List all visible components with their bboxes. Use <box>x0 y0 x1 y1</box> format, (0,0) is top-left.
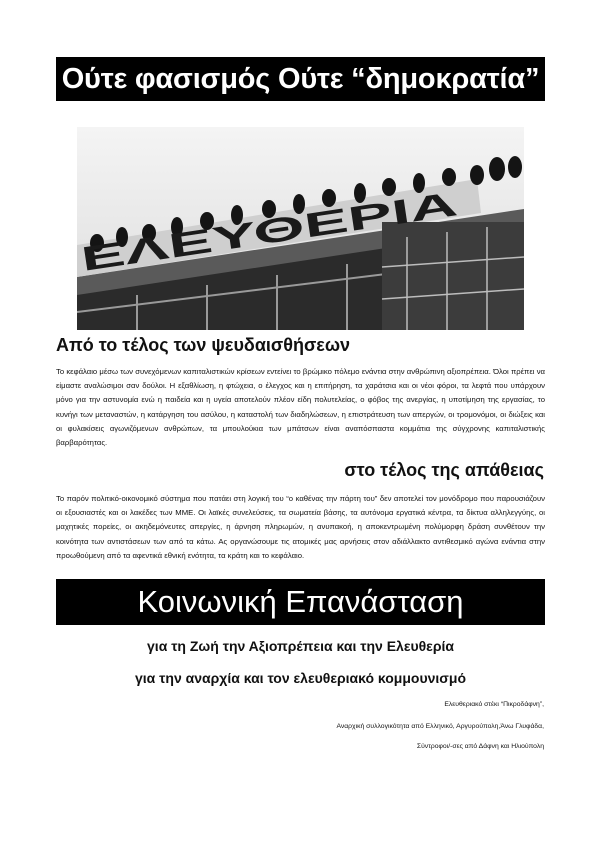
section1-heading: Από το τέλος των ψευδαισθήσεων <box>56 335 351 355</box>
revolution-title: Κοινωνική Επανάσταση <box>137 584 464 619</box>
main-title: Ούτε φασισμός Ούτε “δημοκρατία” <box>61 62 540 95</box>
signature-line: Αναρχική συλλογικότητα από Ελληνικό, Αργυρούπολη,Άνω Γλυφάδα, <box>336 723 544 730</box>
protest-photo <box>77 127 524 330</box>
signature-line: Σύντροφοι/-σες από Δάφνη και Ηλιούπολη <box>416 743 544 750</box>
slogan-line: για τη Ζωή την Αξιοπρέπεια και την Ελευθερία <box>147 638 454 654</box>
section2-heading: στο τέλος της απάθειας <box>344 460 544 480</box>
slogan-line: για την αναρχία και τον ελευθεριακό κομμουνισμό <box>134 670 467 686</box>
signature-line: Ελευθεριακό στέκι “Πικροδάφνη”, <box>444 701 544 708</box>
main-title-banner <box>56 57 545 101</box>
revolution-banner <box>56 579 545 625</box>
photo-banner-text: ΕΛΕΥΘΕΡΙΑ <box>78 212 278 279</box>
section1-paragraph: Το κεφάλαιο μέσω των συνεχόμενων καπιταλιστικών κρίσεων εντείνει το βρώμικο πόλεμο ενάντια στην ανθρώπινη αξιοπρέπεια. Όλοι πρέπει να είμαστε αναλώσιμοι σαν δούλοι. Η εξαθλίωση, η φτώχεια, ο έλεγχος και η επιτήρηση, τα χαράτσια και οι νέοι φόροι, τα λεφτά που υπάρχουν μόνο για την αστυνομία ενώ η παιδεία και η υγεία αποτελούν πλέον είδη πολυτελείας, ο φόβος της ανεργίας, η υποτίμηση της εργασίας, το κυνήγι των μεταναστών, η κατάργηση του ασύλου, η καταστολή των διαδηλώσεων, η επιστράτευση των απεργών, οι τρομονόμοι, οι διώξεις και οι φυλακίσεις αγωνιζόμενων ανθρώπων, τα μπουλούκια των μπάτσων είναι αναπόσπαστα κομμάτια της σύγχρονης καπιταλιστικής βαρβαρότητας. <box>56 367 545 448</box>
section2-paragraph: Το παρόν πολιτικό-οικονομικό σύστημα που πατάει στη λογική του “ο καθένας την πάρτη του” δεν αποτελεί τον μονόδρομο που παρουσιάζουν οι εξουσιαστές και οι λακέδες των ΜΜΕ. Οι λαϊκές συνελεύσεις, τα σωματεία βάσης, τα αυτόνομα εργατικά κέντρα, τα δίκτυα αλληλεγγύης, οι μαχητικές πορείες, οι ακηδεμόνευτες απεργίες, η άρνηση πληρωμών, η ανυπακοή, η αποκεντρωμένη πολύμορφη δράση συνθέτουν την κοινότητα των αντιστάσεων των από τα κάτω. Ας οργανώσουμε τις ατομικές μας αρνήσεις στον αδιάλλακτο αντιθεσμικό αγώνα ενάντια στην προωθούμενη από τα αφεντικά εθνική ενότητα, τα κράτη και το κεφάλαιο. <box>56 494 545 560</box>
